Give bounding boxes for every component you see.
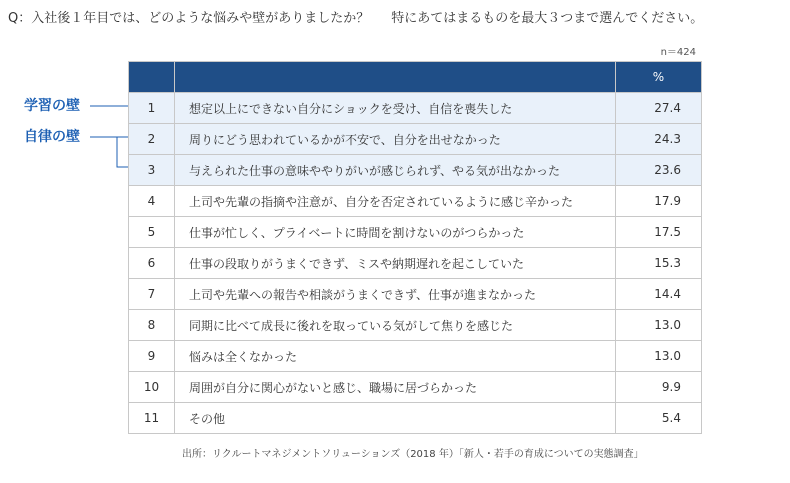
table-header-row [129, 62, 702, 93]
sample-size-note: n＝424 [660, 47, 696, 58]
item-cell: 周りにどう思われているかが不安で、自分を出せなかった [175, 124, 616, 155]
table-row [129, 93, 702, 124]
table-row [129, 248, 702, 279]
percent-cell: 27.4 [616, 93, 702, 124]
item-cell: 仕事が忙しく、プライベートに時間を割けないのがつらかった [175, 217, 616, 248]
rank-cell: 9 [129, 341, 175, 372]
item-cell: その他 [175, 403, 616, 434]
table-row [129, 372, 702, 403]
percent-cell: 24.3 [616, 124, 702, 155]
item-cell: 上司や先輩への報告や相談がうまくできず、仕事が進まなかった [175, 279, 616, 310]
rank-cell: 3 [129, 155, 175, 186]
header-item [175, 62, 616, 93]
source-note: 出所：リクルートマネジメントソリューションズ（2018 年）「新人・若手の育成についての実態調査」 [182, 449, 644, 460]
table-row [129, 341, 702, 372]
rank-cell: 6 [129, 248, 175, 279]
percent-cell: 15.3 [616, 248, 702, 279]
table-row [129, 310, 702, 341]
rank-cell: 2 [129, 124, 175, 155]
percent-cell: 14.4 [616, 279, 702, 310]
rank-cell: 11 [129, 403, 175, 434]
percent-cell: 17.5 [616, 217, 702, 248]
category-label-autonomy: 自律の壁 [24, 129, 80, 145]
rank-cell: 4 [129, 186, 175, 217]
item-cell: 悩みは全くなかった [175, 341, 616, 372]
rank-cell: 8 [129, 310, 175, 341]
rank-cell: 10 [129, 372, 175, 403]
table-row [129, 186, 702, 217]
percent-cell: 5.4 [616, 403, 702, 434]
question-main: Q：入社後１年目では、どのような悩みや壁がありましたか？ [8, 11, 370, 26]
header-percent: % [616, 62, 702, 93]
ranking-table [128, 61, 701, 434]
connector-line-autonomy-2 [117, 137, 128, 167]
rank-cell: 1 [129, 93, 175, 124]
percent-cell: 9.9 [616, 372, 702, 403]
item-cell: 与えられた仕事の意味ややりがいが感じられず、やる気が出なかった [175, 155, 616, 186]
table-row [129, 155, 702, 186]
item-cell: 上司や先輩の指摘や注意が、自分を否定されているように感じ辛かった [175, 186, 616, 217]
question-instruction: 特にあてはまるものを最大３つまで選んでください。 [391, 11, 704, 26]
percent-cell: 23.6 [616, 155, 702, 186]
percent-cell: 13.0 [616, 310, 702, 341]
category-label-learning: 学習の壁 [24, 98, 80, 114]
item-cell: 同期に比べて成長に後れを取っている気がして焦りを感じた [175, 310, 616, 341]
table-body [129, 93, 702, 434]
table-row [129, 124, 702, 155]
rank-cell: 5 [129, 217, 175, 248]
item-cell: 周囲が自分に関心がないと感じ、職場に居づらかった [175, 372, 616, 403]
percent-cell: 17.9 [616, 186, 702, 217]
item-cell: 想定以上にできない自分にショックを受け、自信を喪失した [175, 93, 616, 124]
table-row [129, 403, 702, 434]
header-rank [129, 62, 175, 93]
table-row [129, 217, 702, 248]
percent-cell: 13.0 [616, 341, 702, 372]
rank-cell: 7 [129, 279, 175, 310]
item-cell: 仕事の段取りがうまくできず、ミスや納期遅れを起こしていた [175, 248, 616, 279]
table-row [129, 279, 702, 310]
